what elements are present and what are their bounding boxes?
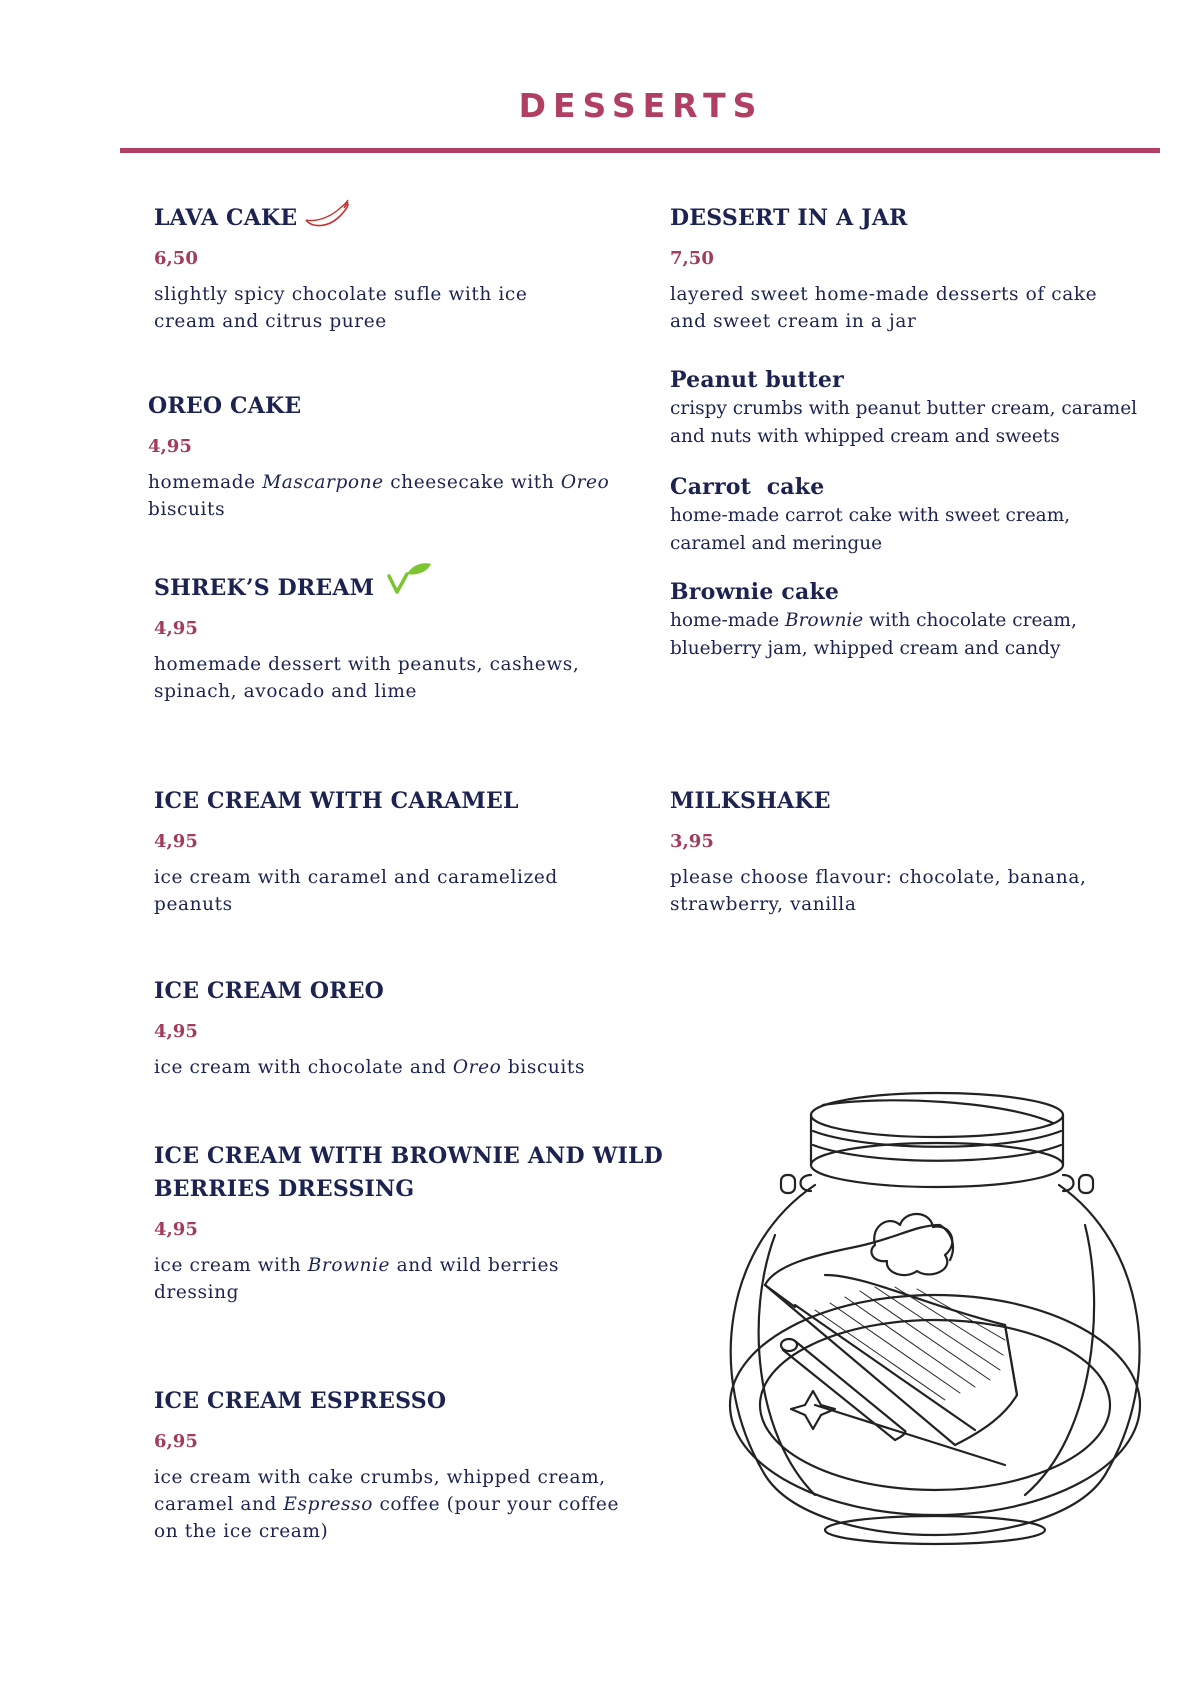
- item-name: ICE CREAM WITH BROWNIE AND WILD BERRIES DRESSING: [154, 1143, 663, 1202]
- menu-item-ice-cream-brownie: [154, 1140, 714, 1306]
- item-price: 4,95: [154, 1021, 198, 1042]
- item-description: ice cream with chocolate and Oreo biscuits: [154, 1057, 586, 1078]
- item-name: OREO CAKE: [148, 393, 302, 419]
- item-price: 4,95: [154, 618, 198, 639]
- item-price: 6,50: [154, 248, 198, 269]
- item-name: ICE CREAM WITH CARAMEL: [154, 788, 519, 814]
- menu-item-shreks-dream: [154, 572, 674, 705]
- item-price: 4,95: [154, 1219, 198, 1240]
- item-description: ice cream with caramel and caramelized peanuts: [154, 867, 558, 915]
- item-description: layered sweet home-made desserts of cake and sweet cream in a jar: [670, 284, 1098, 332]
- item-name: DESSERT IN A JAR: [670, 205, 908, 231]
- item-description: ice cream with cake crumbs, whipped cream, caramel and Espresso coffee (pour your coffee on the ice cream): [154, 1467, 619, 1542]
- item-description: ice cream with Brownie and wild berries dressing: [154, 1255, 560, 1303]
- item-name: MILKSHAKE: [670, 788, 831, 814]
- item-price: 7,50: [670, 248, 714, 269]
- item-name: Carrot cake: [670, 474, 825, 500]
- item-price: 4,95: [154, 831, 198, 852]
- item-description: home-made Brownie with chocolate cream, blueberry jam, whipped cream and candy: [670, 610, 1077, 659]
- item-price: 4,95: [148, 436, 192, 457]
- chili-pepper-icon: [304, 198, 350, 234]
- item-name: LAVA CAKE: [154, 205, 298, 231]
- item-description: please choose flavour: chocolate, banana, strawberry, vanilla: [670, 867, 1087, 915]
- menu-item-lava-cake: [154, 202, 674, 335]
- menu-item-dessert-in-a-jar: [670, 202, 1190, 335]
- item-description: home-made carrot cake with sweet cream, caramel and meringue: [670, 505, 1071, 554]
- item-description: crispy crumbs with peanut butter cream, caramel and nuts with whipped cream and sweets: [670, 398, 1138, 447]
- item-description: slightly spicy chocolate sufle with ice cream and citrus puree: [154, 284, 528, 332]
- jar-variant-brownie-cake: [670, 577, 1190, 663]
- item-name: Peanut butter: [670, 367, 844, 393]
- item-name: ICE CREAM OREO: [154, 978, 385, 1004]
- menu-item-ice-cream-espresso: [154, 1385, 714, 1545]
- jar-variant-peanut-butter: [670, 365, 1190, 451]
- vegan-leaf-check-icon: [385, 560, 433, 600]
- item-description: homemade dessert with peanuts, cashews, spinach, avocado and lime: [154, 654, 580, 702]
- item-name: SHREK’S DREAM: [154, 575, 375, 601]
- jar-variant-carrot-cake: [670, 472, 1190, 558]
- item-price: 3,95: [670, 831, 714, 852]
- menu-item-milkshake: [670, 785, 1190, 918]
- title-divider: [120, 148, 1160, 153]
- menu-item-ice-cream-caramel: [154, 785, 674, 918]
- page-title: DESSERTS: [518, 86, 764, 125]
- menu-item-ice-cream-oreo: [154, 975, 714, 1081]
- jar-with-cake-slice-illustration: [705, 1075, 1165, 1595]
- item-description: homemade Mascarpone cheesecake with Oreo biscuits: [148, 472, 610, 520]
- item-name: Brownie cake: [670, 579, 840, 605]
- menu-item-oreo-cake: [148, 390, 688, 523]
- item-price: 6,95: [154, 1431, 198, 1452]
- item-name: ICE CREAM ESPRESSO: [154, 1388, 447, 1414]
